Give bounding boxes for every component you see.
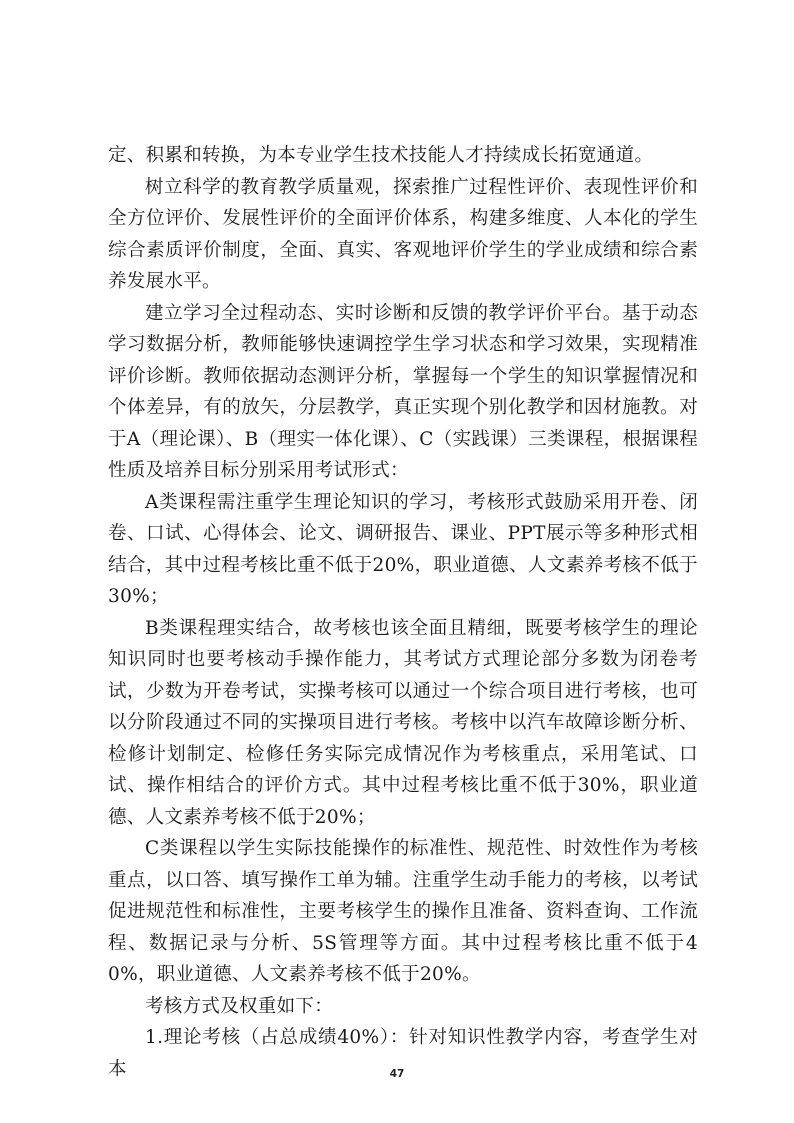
page-number: 47 (389, 1068, 405, 1080)
paragraph-1: 定、积累和转换，为本专业学生技术技能人才持续成长拓宽通道。 (108, 145, 654, 166)
document-body (108, 140, 698, 1085)
paragraph-2: 树立科学的教育教学质量观，探索推广过程性评价、表现性评价和全方位评价、发展性评价的全面评价体系，构建多维度、人本化的学生综合素质评价制度，全面、真实、客观地评价学生的学业成绩和综合素养发展水平。 (108, 176, 698, 292)
paragraph-4: A类课程需注重学生理论知识的学习，考核形式鼓励采用开卷、闭卷、口试、心得体会、论文、调研报告、课业、PPT展示等多种形式相结合，其中过程考核比重不低于20%，职业道德、人文素养考核不低于30%； (108, 491, 698, 607)
paragraph-5: B类课程理实结合，故考核也该全面且精细，既要考核学生的理论知识同时也要考核动手操作能力，其考试方式理论部分多数为闭卷考试，少数为开卷考试，实操考核可以通过一个综合项目进行考核，也可以分阶段通过不同的实操项目进行考核。考核中以汽车故障诊断分析、检修计划制定、检修任务实际完成情况作为考核重点，采用笔试、口试、操作相结合的评价方式。其中过程考核比重不低于30%，职业道德、人文素养考核不低于20%； (108, 617, 698, 828)
paragraph-8: 1.理论考核（占总成绩40%）：针对知识性教学内容，考查学生对本 (108, 1027, 698, 1080)
paragraph-7: 考核方式及权重如下： (145, 995, 334, 1017)
paragraph-6: C类课程以学生实际技能操作的标准性、规范性、时效性作为考核重点，以口答、填写操作工单为辅。注重学生动手能力的考核，以考试促进规范性和标准性，主要考核学生的操作且准备、资料查询、工作流程、数据记录与分析、5S管理等方面。其中过程考核比重不低于40%，职业道德、人文素养考核不低于20%。 (108, 838, 698, 985)
paragraph-3: 建立学习全过程动态、实时诊断和反馈的教学评价平台。基于动态学习数据分析，教师能够快速调控学生学习状态和学习效果，实现精准评价诊断。教师依据动态测评分析，掌握每一个学生的知识掌握情况和个体差异，有的放矢，分层教学，真正实现个别化教学和因材施教。对于A（理论课）、B（理实一体化课）、C（实践课）三类课程，根据课程性质及培养目标分别采用考试形式： (108, 302, 698, 481)
